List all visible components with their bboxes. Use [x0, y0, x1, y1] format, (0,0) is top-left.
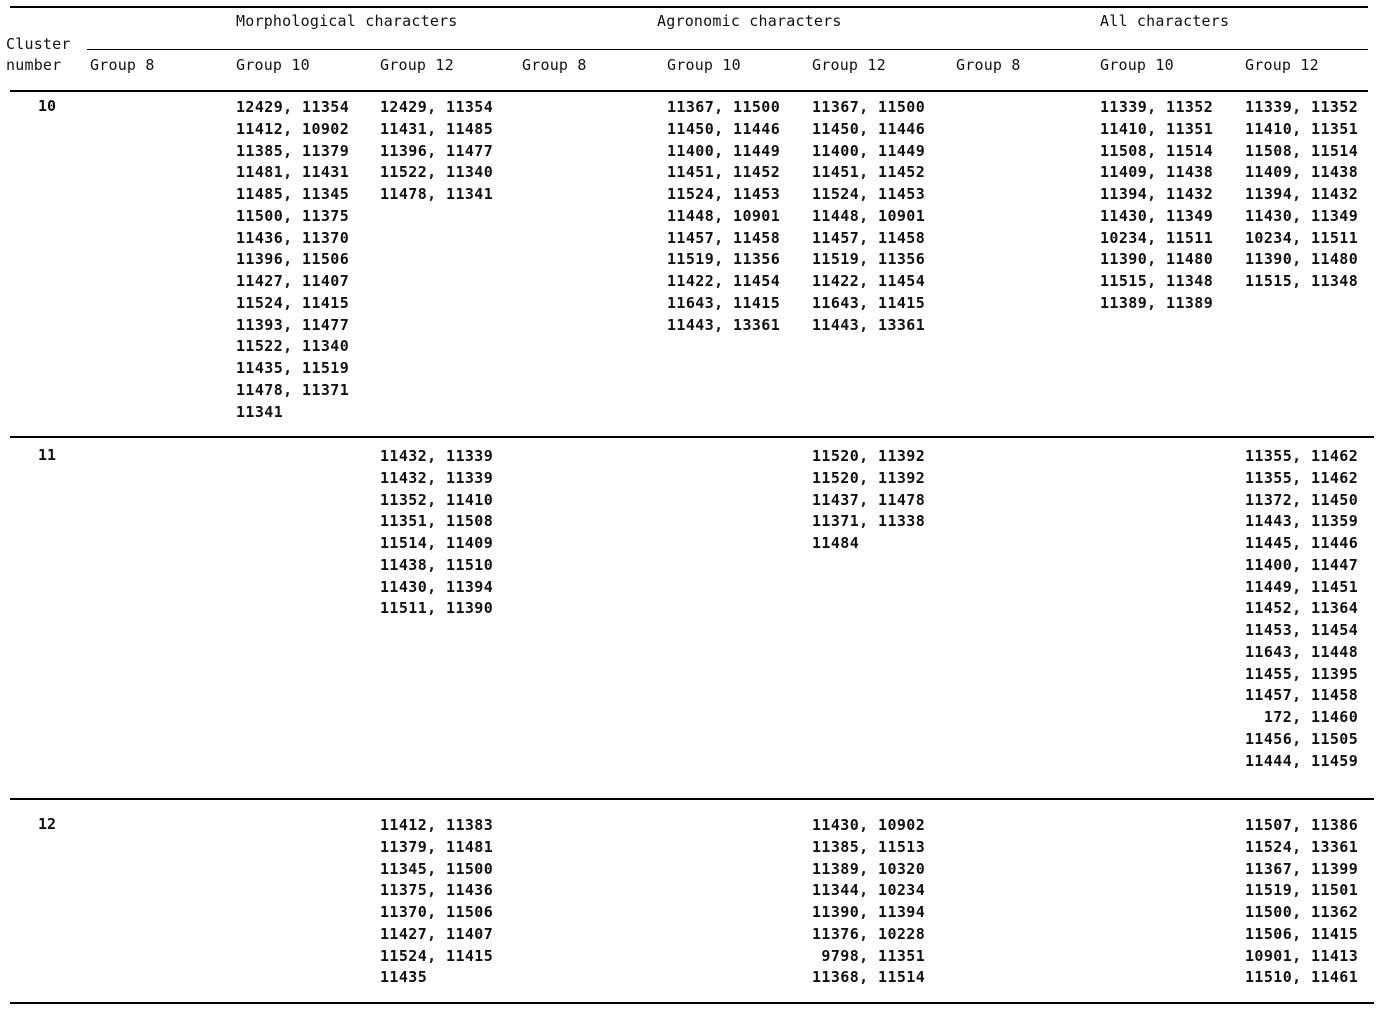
- accession-pair: 11432, 11339: [380, 468, 494, 487]
- accession-pair: 11478, 11341: [380, 185, 494, 203]
- accession-pair: 11524, 13361: [1245, 837, 1359, 856]
- accession-pair: 11400, 11449: [812, 141, 926, 160]
- accession-pair: 11455, 11395: [1245, 664, 1359, 683]
- col-header-all-g10: Group 10: [1100, 56, 1174, 74]
- col-header-morph-g12: Group 12: [380, 56, 454, 74]
- accession-pair: 11351, 11508: [380, 512, 494, 531]
- accession-pair: 11412, 10902: [236, 119, 350, 138]
- accession-pair: 11438, 11510: [380, 555, 494, 574]
- accession-pair: 11370, 11506: [380, 903, 494, 921]
- accession-pair: 11514, 11409: [380, 534, 494, 552]
- accession-pair: 11506, 11415: [1245, 924, 1359, 943]
- cluster-number-11: 11: [38, 446, 57, 464]
- accession-pair: 11393, 11477: [236, 315, 350, 334]
- accession-pair: 11449, 11451: [1245, 577, 1359, 596]
- cell-c10-agro-g12: [812, 97, 925, 336]
- cluster-number-10: 10: [38, 97, 57, 115]
- accession-pair: 11430, 11349: [1245, 206, 1359, 225]
- accession-pair: 11515, 11348: [1245, 272, 1359, 290]
- cluster-label-line1: Cluster: [6, 35, 71, 53]
- accession-pair: 11400, 11447: [1245, 555, 1359, 574]
- accession-pair: 11643, 11415: [812, 293, 926, 312]
- cell-c10-agro-g10: [667, 97, 780, 336]
- accession-pair: 11519, 11356: [667, 250, 781, 269]
- accession-pair: 172, 11460: [1245, 708, 1359, 726]
- col-header-all-g8: Group 8: [956, 56, 1021, 74]
- accession-pair: 11436, 11370: [236, 228, 350, 247]
- accession-pair: 11510, 11461: [1245, 968, 1359, 987]
- accession-pair: 10234, 11511: [1245, 228, 1359, 247]
- accession-pair: 11451, 11452: [667, 163, 781, 182]
- accession-pair: 11372, 11450: [1245, 490, 1359, 509]
- accession-pair: 11430, 10902: [812, 816, 926, 834]
- accession-pair: 11451, 11452: [812, 163, 926, 182]
- accession-pair: 11410, 11351: [1245, 119, 1359, 138]
- accession-pair: 11355, 11462: [1245, 447, 1359, 465]
- accession-pair: 10234, 11511: [1100, 228, 1214, 247]
- accession-pair: 11352, 11410: [380, 490, 494, 509]
- accession-pair: 11412, 11383: [380, 816, 494, 834]
- header-bottom-rule: [10, 90, 1368, 92]
- top-rule: [10, 6, 1368, 8]
- accession-pair: 10901, 11413: [1245, 946, 1359, 965]
- accession-pair: 11345, 11500: [380, 859, 494, 878]
- col-header-all-g12: Group 12: [1245, 56, 1319, 74]
- accession-pair: 11443, 11359: [1245, 512, 1359, 531]
- accession-pair: 11367, 11500: [812, 98, 926, 116]
- accession-pair: 11519, 11501: [1245, 881, 1359, 900]
- accession-pair: 11444, 11459: [1245, 751, 1359, 770]
- col-header-agro-g12: Group 12: [812, 56, 886, 74]
- row-divider-10-11: [10, 436, 1374, 438]
- col-header-morph-g8: Group 8: [90, 56, 155, 74]
- accession-pair: 11371, 11338: [812, 512, 926, 531]
- accession-pair: 11341: [236, 402, 284, 421]
- accession-pair: 11339, 11352: [1245, 98, 1359, 116]
- cell-c11-agro-g12: [812, 446, 925, 555]
- accession-pair: 11355, 11462: [1245, 468, 1359, 487]
- accession-pair: 11437, 11478: [812, 490, 926, 509]
- accession-pair: 11390, 11394: [812, 903, 926, 921]
- accession-pair: 11522, 11340: [380, 163, 494, 182]
- accession-pair: 12429, 11354: [236, 98, 350, 116]
- cell-c11-all-g12: [1245, 446, 1358, 772]
- accession-pair: 11409, 11438: [1245, 163, 1359, 182]
- accession-pair: 11448, 10901: [667, 206, 781, 225]
- accession-pair: 11410, 11351: [1100, 119, 1214, 138]
- accession-pair: 11376, 10228: [812, 924, 926, 943]
- cell-c11-morph-g12: [380, 446, 493, 620]
- accession-pair: 11450, 11446: [667, 119, 781, 138]
- cluster-label-line2: number: [6, 56, 62, 74]
- accession-pair: 11519, 11356: [812, 250, 926, 269]
- accession-pair: 11508, 11514: [1100, 141, 1214, 160]
- accession-pair: 11422, 11454: [667, 272, 781, 290]
- accession-pair: 11339, 11352: [1100, 98, 1214, 116]
- accession-pair: 11443, 13361: [812, 315, 926, 334]
- accession-pair: 11394, 11432: [1245, 185, 1359, 203]
- cell-c10-morph-g12: [380, 97, 493, 206]
- accession-pair: 11367, 11500: [667, 98, 781, 116]
- accession-pair: 11478, 11371: [236, 380, 350, 399]
- accession-pair: 11427, 11407: [380, 924, 494, 943]
- accession-pair: 11430, 11349: [1100, 206, 1214, 225]
- accession-pair: 11643, 11415: [667, 293, 781, 312]
- accession-pair: 11375, 11436: [380, 881, 494, 900]
- accession-pair: 11511, 11390: [380, 599, 494, 618]
- accession-pair: 11508, 11514: [1245, 141, 1359, 160]
- accession-pair: 11452, 11364: [1245, 599, 1359, 618]
- accession-pair: 11643, 11448: [1245, 642, 1359, 661]
- accession-pair: 11390, 11480: [1100, 250, 1214, 269]
- accession-pair: 11379, 11481: [380, 837, 494, 856]
- cell-c10-all-g12: [1245, 97, 1358, 293]
- accession-pair: 11520, 11392: [812, 468, 926, 487]
- accession-pair: 11507, 11386: [1245, 816, 1359, 834]
- accession-pair: 11431, 11485: [380, 119, 494, 138]
- accession-pair: 11389, 11389: [1100, 293, 1214, 312]
- accession-pair: 11396, 11506: [236, 250, 350, 269]
- col-header-morph-g10: Group 10: [236, 56, 310, 74]
- accession-pair: 11450, 11446: [812, 119, 926, 138]
- accession-pair: 11394, 11432: [1100, 185, 1214, 203]
- accession-pair: 11344, 10234: [812, 881, 926, 900]
- cluster-number-12: 12: [38, 815, 57, 833]
- col-header-agro-g10: Group 10: [667, 56, 741, 74]
- cell-c12-all-g12: [1245, 815, 1358, 989]
- group-title-all: All characters: [1100, 12, 1230, 30]
- accession-pair: 11453, 11454: [1245, 621, 1359, 639]
- accession-pair: 11524, 11415: [380, 946, 494, 965]
- accession-pair: 11522, 11340: [236, 337, 350, 356]
- accession-pair: 11385, 11379: [236, 141, 350, 160]
- accession-pair: 11443, 13361: [667, 315, 781, 334]
- accession-pair: 11481, 11431: [236, 163, 350, 182]
- accession-pair: 11396, 11477: [380, 141, 494, 160]
- accession-pair: 11456, 11505: [1245, 729, 1359, 748]
- accession-pair: 11385, 11513: [812, 837, 926, 856]
- accession-pair: 11445, 11446: [1245, 534, 1359, 552]
- accession-pair: 11432, 11339: [380, 447, 494, 465]
- group-underline: [87, 49, 1368, 50]
- accession-pair: 11485, 11345: [236, 185, 350, 203]
- accession-pair: 11457, 11458: [1245, 686, 1359, 705]
- accession-pair: 11484: [812, 534, 860, 552]
- accession-pair: 9798, 11351: [812, 946, 926, 965]
- accession-pair: 11500, 11375: [236, 206, 350, 225]
- accession-pair: 11400, 11449: [667, 141, 781, 160]
- group-title-agronomic: Agronomic characters: [657, 12, 842, 30]
- row-divider-11-12: [10, 798, 1374, 800]
- accession-pair: 11435: [380, 968, 428, 987]
- accession-pair: 11457, 11458: [812, 228, 926, 247]
- accession-pair: 11427, 11407: [236, 272, 350, 290]
- accession-pair: 11524, 11453: [667, 185, 781, 203]
- accession-pair: 11367, 11399: [1245, 859, 1359, 878]
- cell-c10-all-g10: [1100, 97, 1213, 315]
- accession-pair: 11457, 11458: [667, 228, 781, 247]
- accession-pair: 11389, 10320: [812, 859, 926, 878]
- accession-pair: 11448, 10901: [812, 206, 926, 225]
- group-title-morphological: Morphological characters: [236, 12, 458, 30]
- accession-pair: 11524, 11453: [812, 185, 926, 203]
- cell-c12-morph-g12: [380, 815, 493, 989]
- cell-c12-agro-g12: [812, 815, 925, 989]
- accession-pair: 11524, 11415: [236, 293, 350, 312]
- accession-pair: 11422, 11454: [812, 272, 926, 290]
- accession-pair: 11409, 11438: [1100, 163, 1214, 182]
- accession-pair: 11368, 11514: [812, 968, 926, 987]
- cell-c10-morph-g10: [236, 97, 349, 423]
- accession-pair: 11435, 11519: [236, 359, 350, 377]
- accession-pair: 11500, 11362: [1245, 903, 1359, 921]
- accession-pair: 11390, 11480: [1245, 250, 1359, 269]
- col-header-agro-g8: Group 8: [522, 56, 587, 74]
- accession-pair: 11515, 11348: [1100, 272, 1214, 290]
- accession-pair: 12429, 11354: [380, 98, 494, 116]
- bottom-rule: [10, 1002, 1374, 1004]
- accession-pair: 11520, 11392: [812, 447, 926, 465]
- accession-pair: 11430, 11394: [380, 577, 494, 596]
